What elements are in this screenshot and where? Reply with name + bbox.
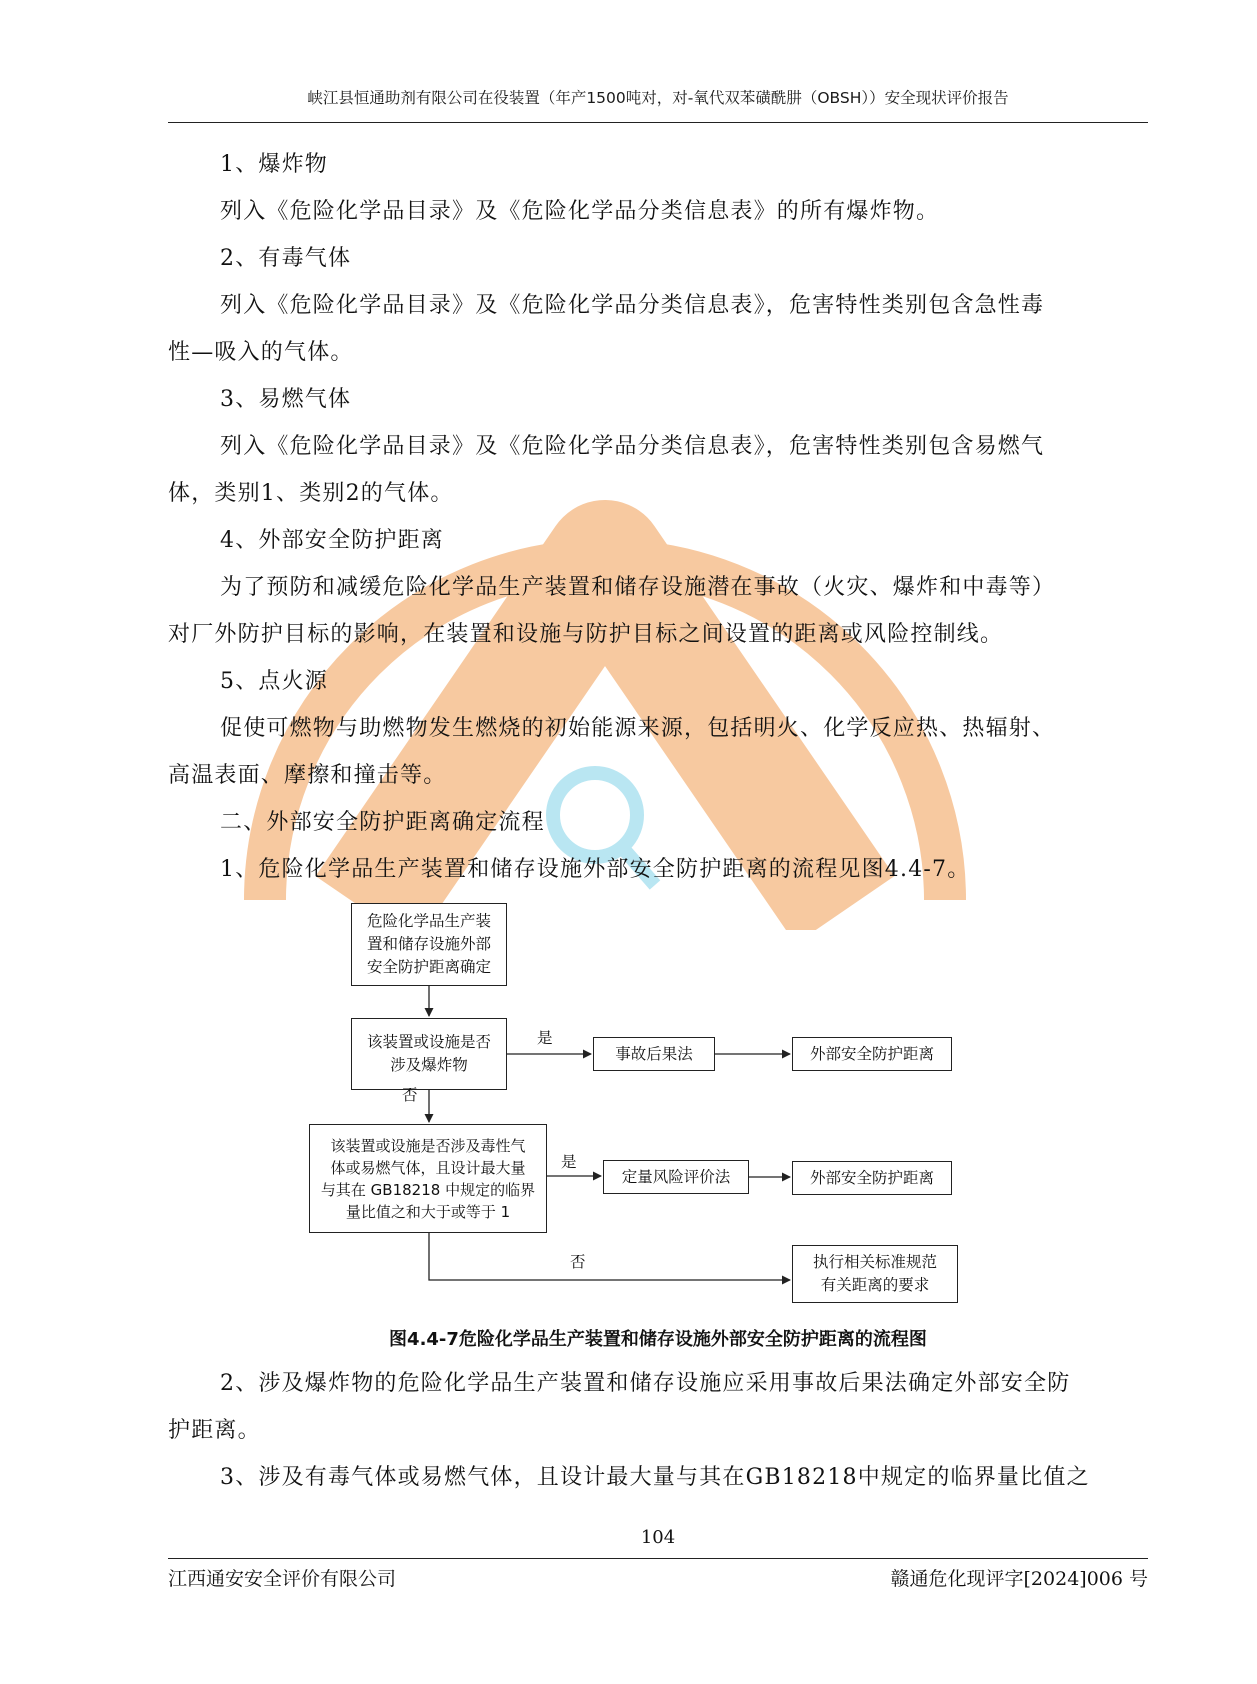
header-rule — [168, 122, 1148, 123]
body-text-continued — [168, 1360, 1148, 1501]
paragraph: 2、涉及爆炸物的危险化学品生产装置和储存设施应采用事故后果法确定外部安全防 — [220, 1371, 1071, 1396]
footer-company: 江西通安安全评价有限公司 — [168, 1568, 397, 1590]
arrow-decision2-to-result3 — [429, 1233, 790, 1280]
paragraph: 为了预防和减缓危险化学品生产装置和储存设施潜在事故（火灾、爆炸和中毒等） — [220, 575, 1056, 600]
paragraph: 1、危险化学品生产装置和储存设施外部安全防护距离的流程见图4.4-7。 — [220, 857, 971, 882]
paragraph: 列入《危险化学品目录》及《危险化学品分类信息表》，危害特性类别包含易燃气 — [220, 434, 1045, 459]
flow-method1-box: 事故后果法 — [593, 1037, 715, 1071]
heading-toxic-gas: 2、有毒气体 — [220, 246, 352, 271]
footer-rule — [168, 1558, 1148, 1559]
flow-decision1-yes-label: 是 — [537, 1029, 553, 1047]
heading-flammable-gas: 3、易燃气体 — [220, 387, 352, 412]
paragraph: 列入《危险化学品目录》及《危险化学品分类信息表》的所有爆炸物。 — [220, 199, 940, 224]
flowchart — [320, 890, 1045, 1310]
section-heading-flow: 二、外部安全防护距离确定流程 — [220, 810, 545, 835]
paragraph-continuation: 高温表面、摩擦和撞击等。 — [168, 763, 447, 788]
page-number: 104 — [640, 1527, 676, 1548]
paragraph-continuation: 性—吸入的气体。 — [168, 340, 354, 365]
heading-explosives: 1、爆炸物 — [220, 152, 328, 177]
flow-result2-box: 外部安全防护距离 — [792, 1161, 952, 1195]
flow-result3-box: 执行相关标准规范 有关距离的要求 — [792, 1245, 958, 1303]
flow-start-box: 危险化学品生产装 置和储存设施外部 安全防护距离确定 — [351, 903, 507, 986]
paragraph-continuation: 护距离。 — [168, 1418, 261, 1443]
flow-decision2-yes-label: 是 — [561, 1153, 577, 1171]
flow-method2-box: 定量风险评价法 — [603, 1160, 749, 1194]
flow-decision2-no-label: 否 — [570, 1253, 586, 1271]
flow-decision1-no-label: 否 — [402, 1086, 418, 1104]
paragraph: 列入《危险化学品目录》及《危险化学品分类信息表》，危害特性类别包含急性毒 — [220, 293, 1045, 318]
paragraph-continuation: 对厂外防护目标的影响，在装置和设施与防护目标之间设置的距离或风险控制线。 — [168, 622, 1004, 647]
flow-decision1-box: 该装置或设施是否 涉及爆炸物 — [351, 1018, 507, 1090]
body-text — [168, 141, 1148, 893]
heading-external-distance: 4、外部安全防护距离 — [220, 528, 444, 553]
page-header: 峡江县恒通助剂有限公司在役装置（年产1500吨对，对-氧代双苯磺酰肼（OBSH））安全现状评价报告 — [307, 89, 1009, 107]
heading-ignition-source: 5、点火源 — [220, 669, 328, 694]
flow-result1-box: 外部安全防护距离 — [792, 1037, 952, 1071]
footer-report-number: 赣通危化现评字[2024]006 号 — [890, 1568, 1148, 1590]
paragraph-continuation: 体，类别1、类别2的气体。 — [168, 481, 454, 506]
paragraph: 促使可燃物与助燃物发生燃烧的初始能源来源，包括明火、化学反应热、热辐射、 — [220, 716, 1056, 741]
flow-decision2-box: 该装置或设施是否涉及毒性气 体或易燃气体，且设计最大量 与其在 GB18218 中规定的临界 量比值之和大于或等于 1 — [309, 1124, 547, 1233]
paragraph: 3、涉及有毒气体或易燃气体，且设计最大量与其在GB18218中规定的临界量比值之 — [220, 1465, 1090, 1490]
figure-caption: 图4.4-7危险化学品生产装置和储存设施外部安全防护距离的流程图 — [389, 1329, 927, 1350]
